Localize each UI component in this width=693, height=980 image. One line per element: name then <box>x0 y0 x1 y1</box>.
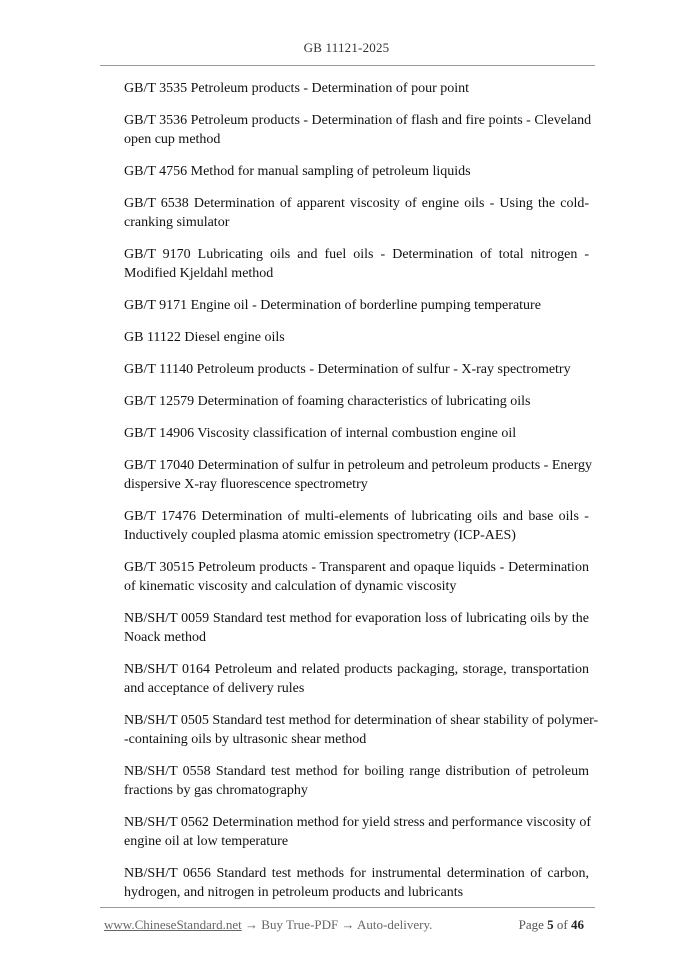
reference-item <box>124 79 589 98</box>
site-link[interactable]: www.ChineseStandard.net <box>104 917 242 932</box>
reference-line: GB/T 3536 Petroleum products - Determination of flash and fire points - Cleveland <box>124 113 592 128</box>
reference-item <box>124 507 589 545</box>
reference-line: cranking simulator <box>124 215 230 230</box>
reference-line: fractions by gas chromatography <box>124 783 308 798</box>
footer-links <box>104 917 432 933</box>
reference-line: GB/T 12579 Determination of foaming characteristics of lubricating oils <box>124 394 531 409</box>
reference-line: and acceptance of delivery rules <box>124 681 305 696</box>
reference-line: Modified Kjeldahl method <box>124 266 274 281</box>
reference-line: NB/SH/T 0059 Standard test method for evaporation loss of lubricating oils by the <box>124 611 589 626</box>
reference-item <box>124 111 592 149</box>
reference-item <box>124 360 589 379</box>
reference-line: NB/SH/T 0558 Standard test method for boiling range distribution of petroleum <box>124 764 589 779</box>
footer-divider <box>100 907 595 908</box>
reference-item <box>124 660 589 698</box>
reference-item <box>124 711 599 749</box>
page-current: 5 <box>547 917 554 932</box>
reference-item <box>124 558 589 596</box>
reference-line: GB/T 4756 Method for manual sampling of petroleum liquids <box>124 164 471 179</box>
reference-line: GB/T 14906 Viscosity classification of internal combustion engine oil <box>124 426 517 441</box>
reference-item <box>124 328 589 347</box>
reference-line: GB/T 17040 Determination of sulfur in petroleum and petroleum products - Energy <box>124 458 592 473</box>
reference-item <box>124 813 592 851</box>
reference-item <box>124 762 589 800</box>
reference-item <box>124 392 589 411</box>
page-total: 46 <box>571 917 584 932</box>
reference-line: open cup method <box>124 132 221 147</box>
auto-delivery-text: Auto-delivery. <box>357 917 433 932</box>
arrow-icon: → <box>241 917 262 932</box>
header-title: GB 11121-2025 <box>303 40 390 55</box>
reference-line: GB/T 6538 Determination of apparent viscosity of engine oils - Using the cold- <box>124 196 590 211</box>
reference-line: -containing oils by ultrasonic shear method <box>124 732 367 747</box>
reference-item <box>124 864 589 902</box>
reference-line: GB/T 11140 Petroleum products - Determination of sulfur - X-ray spectrometry <box>124 362 571 377</box>
arrow-icon: → <box>338 917 358 932</box>
page-label: Page <box>518 917 548 932</box>
page-header <box>0 40 693 56</box>
reference-line: NB/SH/T 0562 Determination method for yield stress and performance viscosity of <box>124 815 592 830</box>
header-divider <box>100 65 595 66</box>
reference-line: NB/SH/T 0505 Standard test method for determination of shear stability of polymer- <box>124 713 599 728</box>
reference-line: hydrogen, and nitrogen in petroleum products and lubricants <box>124 885 464 900</box>
reference-line: GB 11122 Diesel engine oils <box>124 330 285 345</box>
normative-references-list <box>124 79 599 915</box>
page-of-label: of <box>553 917 571 932</box>
reference-item <box>124 194 589 232</box>
buy-true-pdf-link[interactable]: Buy True-PDF <box>261 917 339 932</box>
reference-line: GB/T 17476 Determination of multi-elements of lubricating oils and base oils - <box>124 509 589 524</box>
reference-line: GB/T 9170 Lubricating oils and fuel oils - Determination of total nitrogen - <box>124 247 590 262</box>
reference-item <box>124 456 592 494</box>
reference-line: Inductively coupled plasma atomic emission spectrometry (ICP-AES) <box>124 528 516 543</box>
reference-item <box>124 424 589 443</box>
reference-line: NB/SH/T 0656 Standard test methods for instrumental determination of carbon, <box>124 866 589 881</box>
reference-line: engine oil at low temperature <box>124 834 289 849</box>
reference-item <box>124 609 589 647</box>
reference-item <box>124 296 589 315</box>
reference-line: of kinematic viscosity and calculation of dynamic viscosity <box>124 579 457 594</box>
reference-line: GB/T 3535 Petroleum products - Determination of pour point <box>124 81 470 96</box>
reference-item <box>124 162 589 181</box>
reference-line: dispersive X-ray fluorescence spectrometry <box>124 477 368 492</box>
reference-item <box>124 245 589 283</box>
reference-line: Noack method <box>124 630 207 645</box>
reference-line: GB/T 30515 Petroleum products - Transparent and opaque liquids - Determination <box>124 560 589 575</box>
page-number <box>519 917 584 933</box>
reference-line: GB/T 9171 Engine oil - Determination of borderline pumping temperature <box>124 298 541 313</box>
reference-line: NB/SH/T 0164 Petroleum and related products packaging, storage, transportation <box>124 662 589 677</box>
